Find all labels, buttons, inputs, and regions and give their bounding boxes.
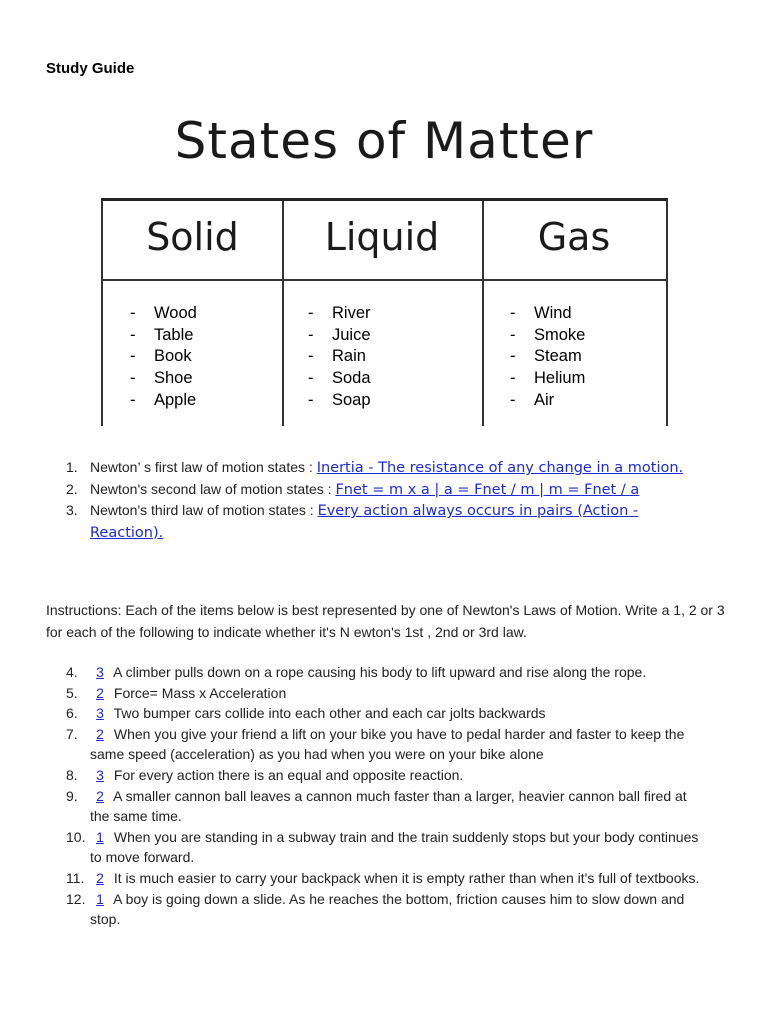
practice-item xyxy=(66,786,706,827)
list-item: - Air xyxy=(510,390,555,409)
practice-items-list xyxy=(66,662,706,930)
instructions-text: Instructions: Each of the items below is best represented by one of Newton's Laws of Motion. Write a 1, 2 or 3 for each of the following to indicate whether it's N ewton's 1st , 2nd or 3rd law. xyxy=(46,602,725,640)
liquid-list xyxy=(308,303,371,411)
list-item: - Steam xyxy=(510,347,582,366)
header-divider xyxy=(482,279,666,281)
item-text: When you give your friend a lift on your bike you have to pedal harder and faster to keep the same speed (acceleration) as you had when you were on your bike alone xyxy=(90,725,685,763)
answer-blank: 3 xyxy=(96,705,104,722)
item-text: It is much easier to carry your backpack when it is empty rather than when it's full of textbooks. xyxy=(113,869,700,886)
law-prompt: Newton's third law of motion states : xyxy=(90,502,318,518)
list-item: - Helium xyxy=(510,369,586,388)
practice-item xyxy=(66,724,706,765)
item-number: 5. xyxy=(66,684,78,701)
gas-list xyxy=(510,303,585,411)
newton-laws-list xyxy=(66,457,706,543)
law-prompt: Newton's second law of motion states : xyxy=(90,480,336,497)
gas-column xyxy=(482,201,666,426)
item-text: A climber pulls down on a rope causing his body to lift upward and rise along the rope. xyxy=(113,664,647,680)
law-number: 2. xyxy=(66,480,78,497)
list-item: - Shoe xyxy=(130,369,193,388)
law-prompt: Newton’ s first law of motion states : xyxy=(90,459,317,475)
header-divider xyxy=(282,279,482,281)
states-of-matter-title: States of Matter xyxy=(174,112,594,170)
answer-blank: 2 xyxy=(96,787,104,804)
practice-item xyxy=(66,765,706,786)
practice-item xyxy=(66,827,706,868)
list-item: - Wood xyxy=(130,304,197,322)
practice-item xyxy=(66,703,706,724)
answer-blank: 2 xyxy=(96,725,104,742)
item-number: 6. xyxy=(66,705,78,722)
document-title: Study Guide xyxy=(46,60,135,77)
law-number: 3. xyxy=(66,502,78,518)
item-text: For every action there is an equal and opposite reaction. xyxy=(113,766,464,783)
header-divider xyxy=(103,279,282,281)
law-number: 1. xyxy=(66,459,78,475)
list-item: - Soda xyxy=(308,369,371,388)
list-item: - Smoke xyxy=(510,325,586,344)
law-answer: Every action always occurs in pairs (Action - Reaction). xyxy=(90,503,639,541)
item-number: 12. xyxy=(66,890,86,907)
item-text: Two bumper cars collide into each other and each car jolts backwards xyxy=(113,705,546,722)
practice-item xyxy=(66,889,706,930)
answer-blank: 3 xyxy=(96,766,104,783)
answer-blank: 2 xyxy=(96,869,104,886)
solid-column xyxy=(103,201,284,426)
answer-blank: 1 xyxy=(96,828,104,845)
item-text: A smaller cannon ball leaves a cannon much faster than a larger, heavier cannon ball fired at the same time. xyxy=(90,787,687,825)
states-of-matter-table xyxy=(101,198,668,426)
practice-item xyxy=(66,662,706,683)
item-number: 8. xyxy=(66,766,78,783)
column-heading: Gas xyxy=(537,215,611,259)
item-number: 10. xyxy=(66,828,86,845)
column-heading: Liquid xyxy=(324,215,440,259)
liquid-column xyxy=(282,201,484,426)
answer-blank: 1 xyxy=(96,890,104,907)
list-item: - Table xyxy=(130,325,194,344)
law-item xyxy=(66,457,706,479)
item-text: A boy is going down a slide. As he reaches the bottom, friction causes him to slow down and stop. xyxy=(90,890,685,928)
answer-blank: 3 xyxy=(96,664,104,680)
list-item: - River xyxy=(308,304,371,322)
practice-item xyxy=(66,868,706,889)
list-item: - Apple xyxy=(130,390,197,409)
law-answer: Fnet = m x a | a = Fnet / m | m = Fnet / a xyxy=(335,481,640,498)
list-item: - Book xyxy=(130,347,192,366)
list-item: - Wind xyxy=(510,304,572,322)
law-item xyxy=(66,479,706,501)
item-text: Force= Mass x Acceleration xyxy=(113,684,287,701)
law-answer: Inertia - The resistance of any change in a motion. xyxy=(316,460,684,476)
solid-list xyxy=(130,303,197,411)
law-item xyxy=(66,500,706,543)
item-number: 11. xyxy=(66,869,85,886)
list-item: - Juice xyxy=(308,325,371,344)
list-item: - Rain xyxy=(308,347,366,366)
practice-item xyxy=(66,683,706,704)
item-text: When you are standing in a subway train and the train suddenly stops but your body continues to move forward. xyxy=(90,828,699,866)
list-item: - Soap xyxy=(308,390,371,409)
column-heading: Solid xyxy=(146,215,239,259)
answer-blank: 2 xyxy=(96,684,104,701)
item-number: 7. xyxy=(66,725,78,742)
item-number: 4. xyxy=(66,664,78,680)
item-number: 9. xyxy=(66,787,78,804)
